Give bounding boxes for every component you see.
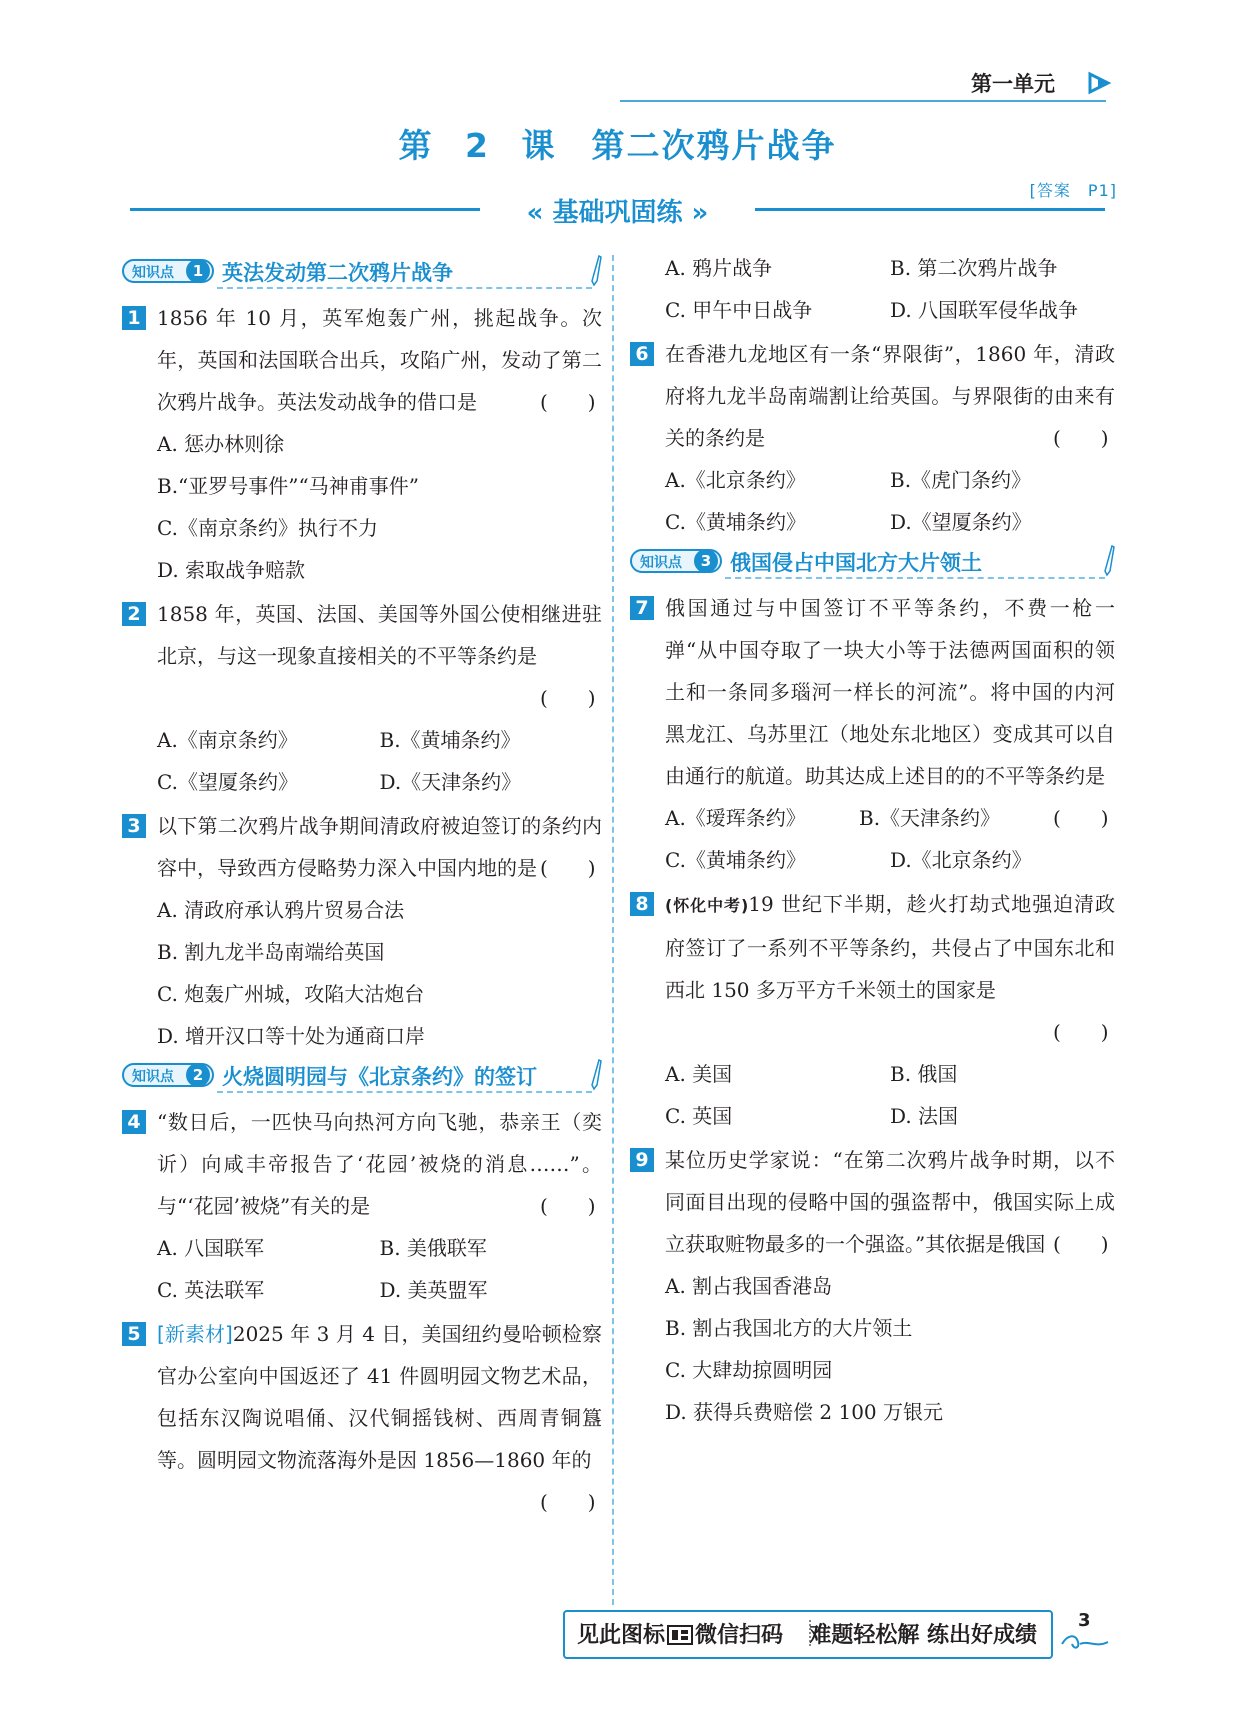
column-divider [612,255,614,1605]
lesson-title: 第 2 课 第二次鸦片战争 [398,126,837,165]
knowledge-point-3 [630,545,1115,581]
kp-badge: 知识点 3 [630,549,722,573]
footer-banner [563,1610,1053,1659]
left-column [122,255,602,1523]
knowledge-point-2 [122,1059,602,1095]
option-d[interactable]: D. 法国 [890,1104,959,1128]
option-d[interactable]: D. 索取战争赔款 [157,558,306,582]
option-c[interactable]: C. 甲午中日战争 [665,298,813,322]
question-2: 2 1858 年，英国、法国、美国等外国公使相继进驻北京，与这一现象直接相关的不平等条约是 ( ) A.《南京条约》 B.《黄埔条约》 C.《望厦条约》 D.《天津条约》 [122,593,602,803]
option-a[interactable]: A. 清政府承认鸦片贸易合法 [157,898,405,922]
section-banner [130,196,1105,228]
question-1: 1 1856 年 10 月，英军炮轰广州，挑起战争。次年，英国和法国联合出兵，攻陷广州，发动了第二次鸦片战争。英法发动战争的借口是 ( ) A. 惩办林则徐 B.“亚罗号事件”“马神甫事件” C.《南京条约》执行不力 D. 索取战争赔款 [122,297,602,591]
question-6: 6 在香港九龙地区有一条“界限街”，1860 年，清政府将九龙半岛南端割让给英国。与界限街的由来有关的条约是 ( ) A.《北京条约》 B.《虎门条约》 C.《黄埔条约》 D.《望厦条约》 [630,333,1115,543]
option-c[interactable]: C.《黄埔条约》 [665,510,806,534]
source-tag: (怀化中考) [665,896,749,915]
pen-icon [588,255,602,287]
pen-icon [588,1059,602,1091]
knowledge-point-1 [122,255,602,291]
header-rule [620,100,1106,102]
unit-arrow-icon [1086,70,1112,96]
option-c[interactable]: C.《南京条约》执行不力 [157,516,378,540]
new-material-tag: [新素材] [157,1322,233,1346]
option-a[interactable]: A. 惩办林则徐 [157,432,285,456]
option-b[interactable]: B. 美俄联军 [379,1236,487,1260]
pen-icon [1101,545,1115,577]
kp-badge: 知识点 1 [122,259,214,283]
option-c[interactable]: C.《望厦条约》 [157,770,298,794]
page-number: 3 [1078,1610,1091,1631]
kp-title: 英法发动第二次鸦片战争 [222,261,453,285]
option-c[interactable]: C. 英法联军 [157,1278,265,1302]
option-c[interactable]: C.《黄埔条约》 [665,848,806,872]
option-a[interactable]: A. 割占我国香港岛 [665,1274,833,1298]
kp-title: 火烧圆明园与《北京条约》的签订 [222,1065,537,1089]
option-d[interactable]: D. 获得兵费赔偿 2 100 万银元 [665,1400,944,1424]
kp-title: 俄国侵占中国北方大片领土 [730,551,982,575]
option-d[interactable]: D. 美英盟军 [379,1278,488,1302]
option-b[interactable]: B. 俄国 [890,1062,958,1086]
option-a[interactable]: A.《瑷珲条约》 [665,806,806,830]
option-c[interactable]: C. 大肆劫掠圆明园 [665,1358,833,1382]
footer-slogan: 难题轻松解 练出好成绩 [809,1623,1037,1648]
right-column [630,255,1115,1435]
question-5-options [630,247,1115,331]
scan-icon [667,1625,693,1645]
option-a[interactable]: A. 八国联军 [157,1236,265,1260]
option-a[interactable]: A. 美国 [665,1062,733,1086]
option-b[interactable]: B. 割占我国北方的大片领土 [665,1316,913,1340]
option-a[interactable]: A.《北京条约》 [665,468,806,492]
option-d[interactable]: D.《北京条约》 [890,848,1032,872]
option-b[interactable]: B.《天津条约》 [859,806,1001,830]
option-a[interactable]: A.《南京条约》 [157,728,298,752]
option-d[interactable]: D. 八国联军侵华战争 [890,298,1079,322]
option-b[interactable]: B. 割九龙半岛南端给英国 [157,940,385,964]
option-d[interactable]: D.《天津条约》 [379,770,522,794]
answer-reference[interactable]: [答案 P1] [1029,181,1117,200]
unit-label: 第一单元 [971,72,1055,96]
question-8: 8 (怀化中考)19 世纪下半期，趁火打劫式地强迫清政府签订了一系列不平等条约，共侵占了中国东北和西北 150 多万平方千米领土的国家是 ( ) A. 美国 B. 俄国 C. 英国 D. 法国 [630,883,1115,1137]
question-3: 3 以下第二次鸦片战争期间清政府被迫签订的条约内容中，导致西方侵略势力深入中国内地的是 ( ) A. 清政府承认鸦片贸易合法 B. 割九龙半岛南端给英国 C. 炮轰广州城，攻陷大沽炮台 D. 增开汉口等十处为通商口岸 [122,805,602,1057]
footer-scan-hint: 见此图标 微信扫码 [577,1623,784,1648]
option-c[interactable]: C. 炮轰广州城，攻陷大沽炮台 [157,982,425,1006]
option-a[interactable]: A. 鸦片战争 [665,256,773,280]
option-b[interactable]: B.“亚罗号事件”“马神甫事件” [157,474,419,498]
question-4: 4 “数日后，一匹快马向热河方向飞驰，恭亲王（奕䜣）向咸丰帝报告了‘花园’被烧的消息……”。与“‘花园’被烧”有关的是 ( ) A. 八国联军 B. 美俄联军 C. 英法联军 D. 美英盟军 [122,1101,602,1311]
option-b[interactable]: B.《黄埔条约》 [379,728,521,752]
option-d[interactable]: D. 增开汉口等十处为通商口岸 [157,1024,426,1048]
option-b[interactable]: B. 第二次鸦片战争 [890,256,1058,280]
wave-icon [1060,1630,1110,1652]
option-b[interactable]: B.《虎门条约》 [890,468,1032,492]
question-7: 7 俄国通过与中国签订不平等条约，不费一枪一弹“从中国夺取了一块大小等于法德两国面积的领土和一条同多瑙河一样长的河流”。将中国的内河黑龙江、乌苏里江（地处东北地区）变成其可以自由通行的航道。助其达成上述目的的不平等条约是 ( ) A.《瑷珲条约》 B.《天津条约》 C.《黄埔条约》 D.《北京条约》 [630,587,1115,881]
question-5: 5 [新素材]2025 年 3 月 4 日，美国纽约曼哈顿检察官办公室向中国返还了 41 件圆明园文物艺术品，包括东汉陶说唱俑、汉代铜摇钱树、西周青铜簋等。圆明园文物流落海外是因 1856—1860 年的 ( ) [122,1313,602,1481]
kp-badge: 知识点 2 [122,1063,214,1087]
question-9: 9 某位历史学家说：“在第二次鸦片战争时期，以不同面目出现的侵略中国的强盗帮中，俄国实际上成立获取赃物最多的一个强盗。”其依据是俄国 ( ) A. 割占我国香港岛 B. 割占我国北方的大片领土 C. 大肆劫掠圆明园 D. 获得兵费赔偿 2 100 万银元 [630,1139,1115,1433]
option-c[interactable]: C. 英国 [665,1104,733,1128]
option-d[interactable]: D.《望厦条约》 [890,510,1032,534]
section-title: « 基础巩固练 » [526,198,709,228]
